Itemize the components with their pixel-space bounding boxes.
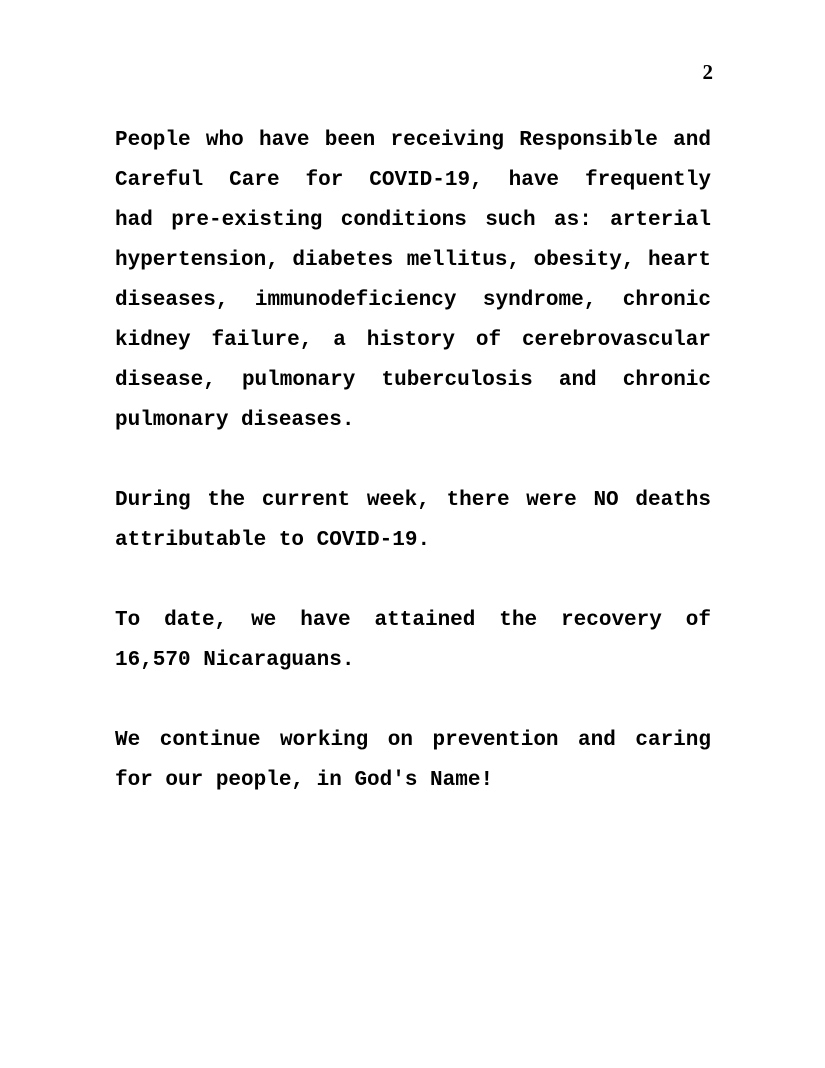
text-line: 16,570 Nicaraguans.: [115, 649, 355, 672]
text-line: hypertension, diabetes mellitus, obesity, heart: [115, 249, 711, 272]
text-line: During the current week, there were NO deaths: [115, 489, 711, 512]
text-line: for our people, in God's Name!: [115, 769, 494, 792]
paragraph: [115, 721, 711, 801]
paragraph: [115, 601, 711, 681]
text-line: attributable to COVID-19.: [115, 529, 431, 552]
text-line: We continue working on prevention and caring: [115, 729, 711, 752]
text-line: disease, pulmonary tuberculosis and chronic: [115, 369, 711, 392]
document-body: [115, 121, 711, 841]
text-line: pulmonary diseases.: [115, 409, 355, 432]
text-line: Careful Care for COVID-19, have frequently: [115, 169, 711, 192]
text-line: kidney failure, a history of cerebrovascular: [115, 329, 711, 352]
text-line: People who have been receiving Responsible and: [115, 129, 711, 152]
text-line: To date, we have attained the recovery of: [115, 609, 711, 632]
page-number: 2: [702, 60, 713, 84]
paragraph: [115, 481, 711, 561]
text-line: diseases, immunodeficiency syndrome, chronic: [115, 289, 711, 312]
text-line: had pre-existing conditions such as: arterial: [115, 209, 711, 232]
paragraph: [115, 121, 711, 441]
